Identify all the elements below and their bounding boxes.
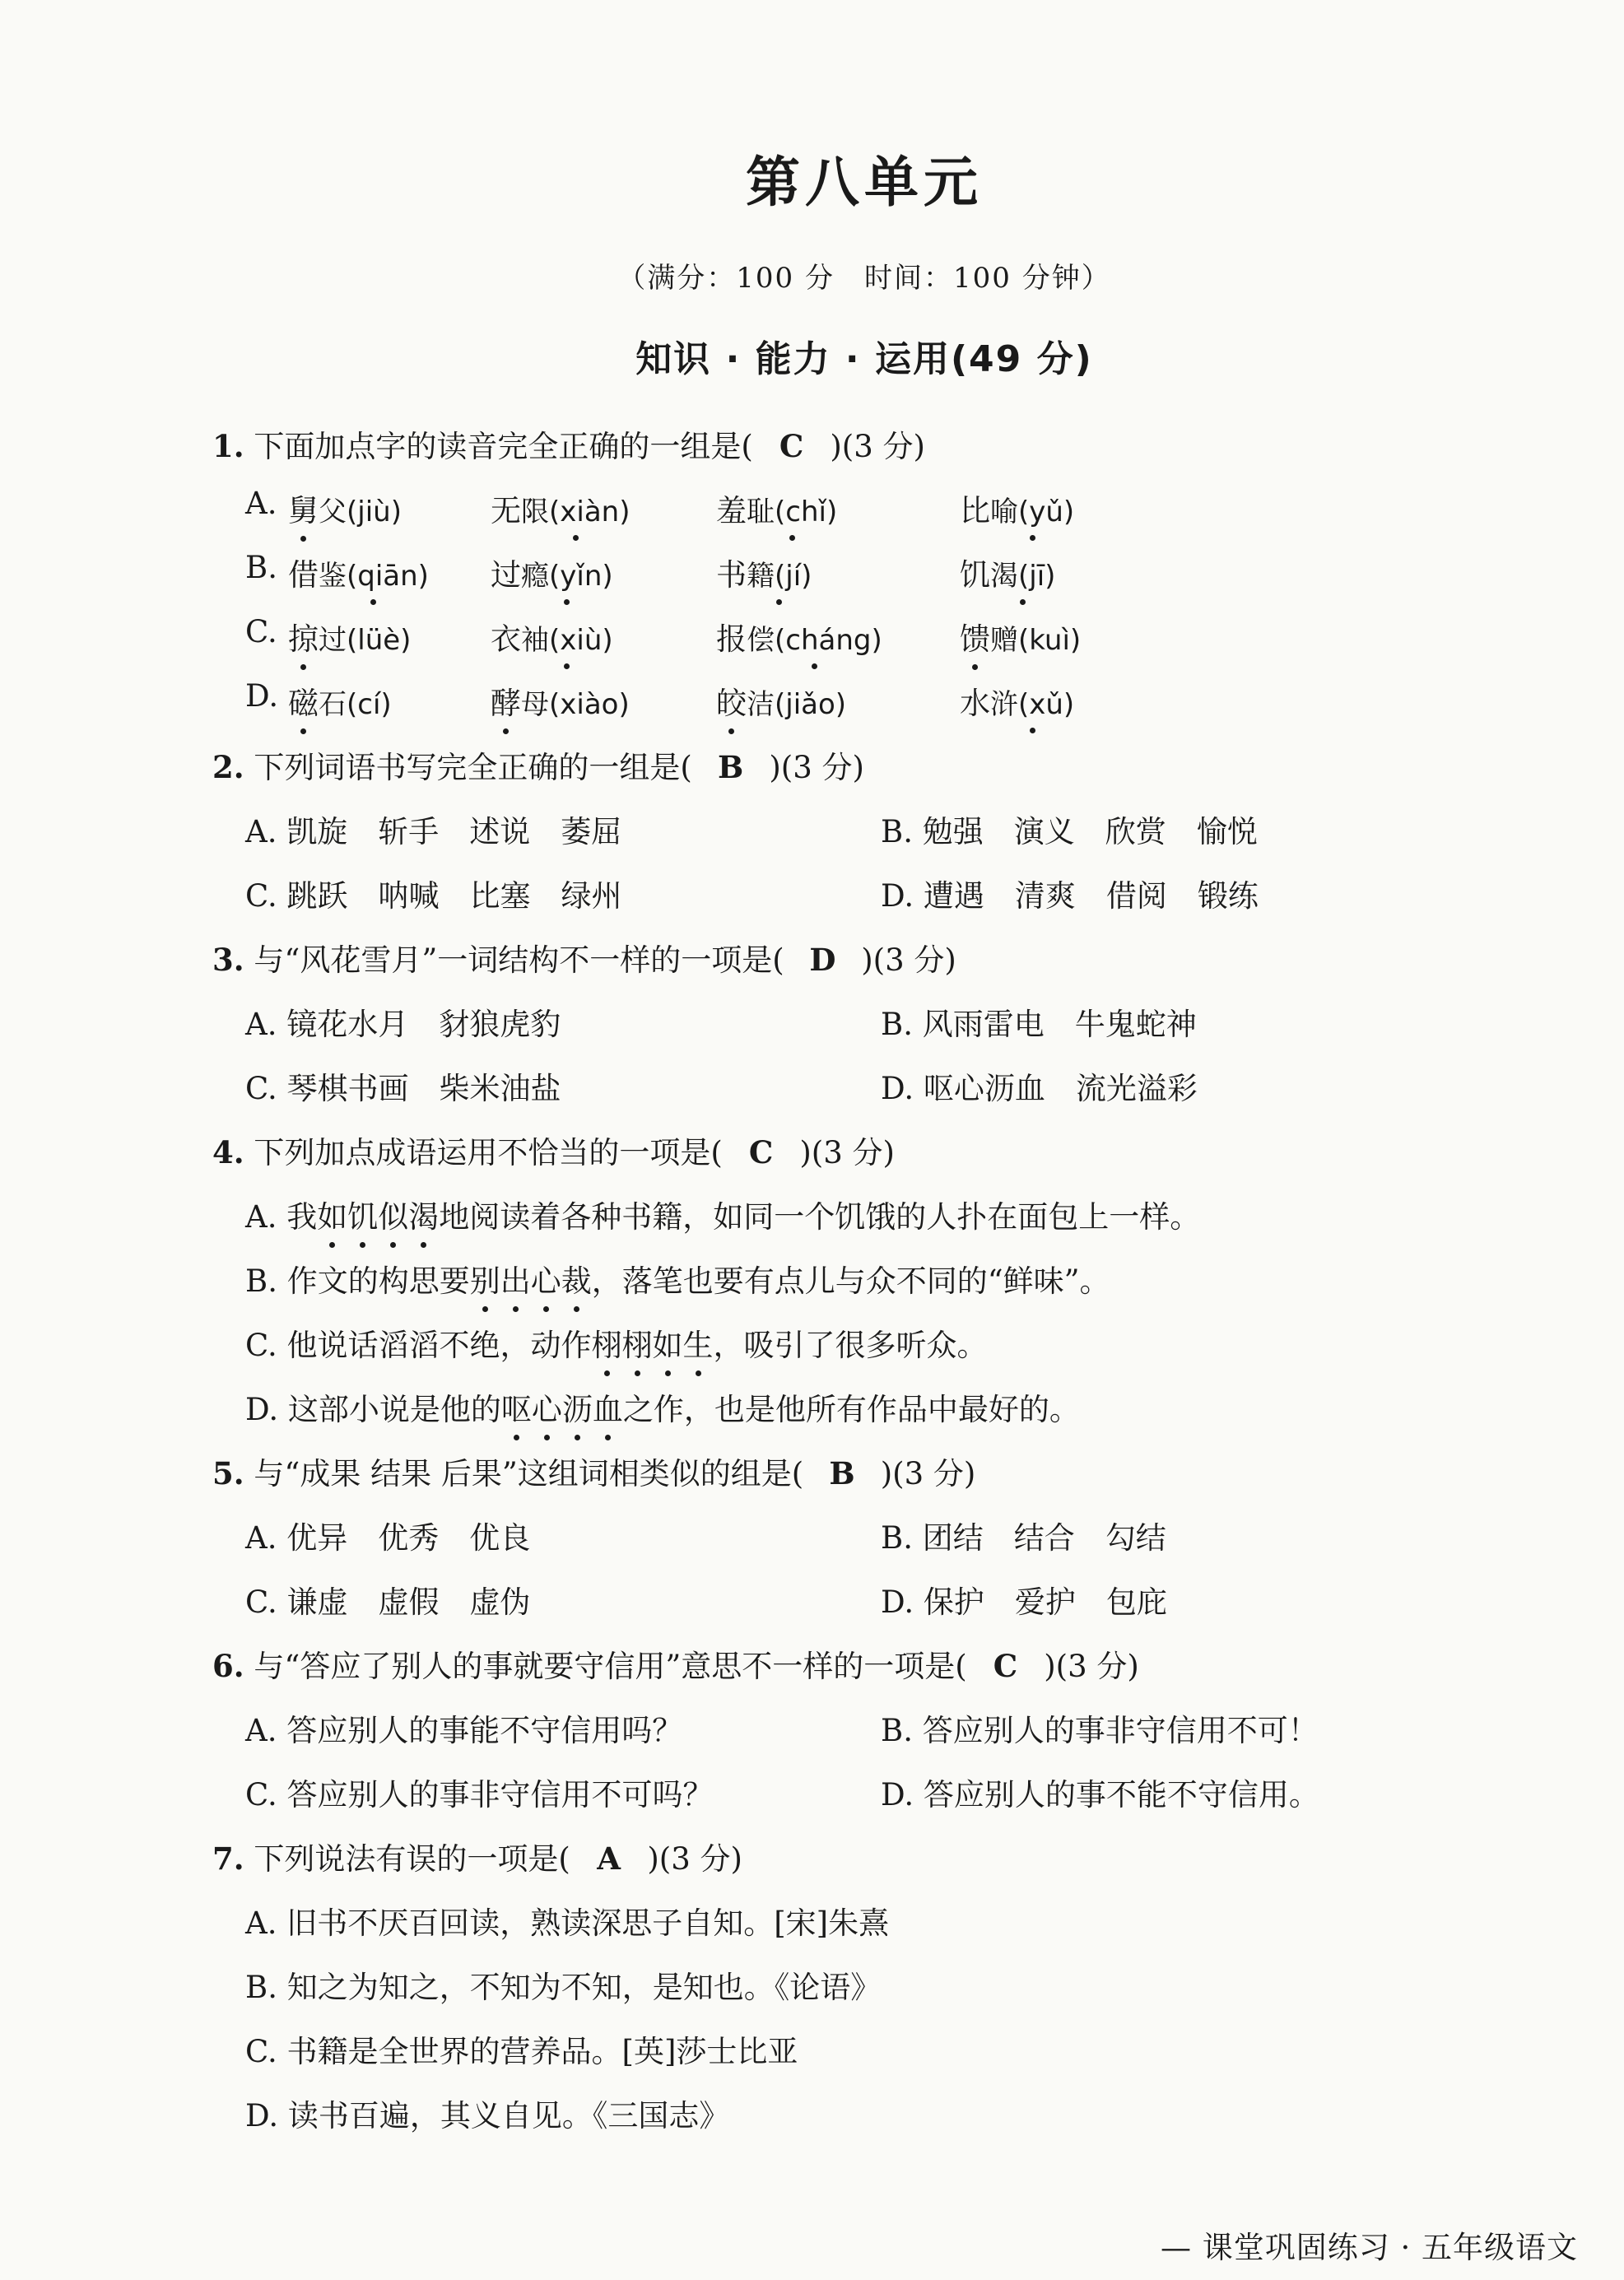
q5-option-b: B. 团结 结合 勾结 bbox=[881, 1520, 1166, 1556]
option-word bbox=[960, 678, 1074, 723]
plain-char: 借 bbox=[288, 557, 319, 593]
points: )(3 分) bbox=[647, 1841, 742, 1877]
dotted-pinyin-word: 渴(jī) bbox=[990, 553, 1055, 593]
dotted-char: 出 bbox=[500, 1256, 531, 1301]
q2-option-a: A. 凯旋 斩手 述说 萎屈 bbox=[245, 814, 622, 849]
question-4 bbox=[212, 1128, 895, 1172]
q6-option-a: A. 答应别人的事能不守信用吗？ bbox=[245, 1713, 683, 1748]
question-2 bbox=[212, 742, 864, 787]
answer: C bbox=[993, 1648, 1018, 1684]
question-6 bbox=[212, 1641, 1139, 1686]
q4-option-a bbox=[245, 1192, 1200, 1236]
pinyin-word: 石(cí) bbox=[319, 688, 392, 721]
dotted-pinyin-word: 偿(cháng) bbox=[747, 617, 882, 658]
q7-option-a: A. 旧书不厌百回读，熟读深思子自知。[宋]朱熹 bbox=[245, 1905, 890, 1941]
dotted-pinyin-word: 鉴(qiān) bbox=[319, 553, 429, 593]
dotted-pinyin-word: 浒(xǔ) bbox=[990, 682, 1074, 722]
dotted-pinyin-word: 耻(chǐ) bbox=[747, 489, 837, 529]
q7-option-c: C. 书籍是全世界的营养品。[英]莎士比亚 bbox=[245, 2034, 798, 2069]
answer: D bbox=[809, 942, 836, 978]
dotted-pinyin-word: 袖(xiù) bbox=[521, 617, 613, 658]
q6-option-b: B. 答应别人的事非守信用不可！ bbox=[881, 1713, 1319, 1748]
dotted-char: 舅 bbox=[288, 486, 319, 530]
q5-option-c: C. 谦虚 虚假 虚伪 bbox=[245, 1584, 531, 1620]
dotted-pinyin-word: 喻(yǔ) bbox=[990, 489, 1074, 529]
dotted-char: 栩 bbox=[592, 1320, 622, 1365]
dotted-char: 裁 bbox=[561, 1256, 592, 1301]
option-word bbox=[491, 486, 630, 530]
section-heading: 知识 · 能力 · 运用(49 分) bbox=[635, 338, 1093, 380]
option-letter: A. bbox=[245, 486, 277, 521]
dotted-idiom bbox=[470, 1263, 592, 1299]
dotted-pinyin-word: 瘾(yǐn) bbox=[521, 553, 613, 593]
option-word bbox=[288, 550, 429, 594]
plain-char: 饥 bbox=[960, 557, 990, 593]
points: )(3 分) bbox=[799, 1135, 895, 1170]
question-text: 下列词语书写完全正确的一组是( bbox=[254, 750, 692, 785]
dotted-char: 如 bbox=[317, 1192, 347, 1236]
question-3 bbox=[212, 935, 956, 979]
question-number: 5. bbox=[212, 1455, 244, 1491]
option-letter: C. bbox=[245, 614, 277, 649]
plain-char: 书 bbox=[716, 557, 747, 593]
question-text: 下面加点字的读音完全正确的一组是( bbox=[254, 429, 753, 464]
plain-char: 水 bbox=[960, 686, 990, 721]
option-text-pre: C. 他说话滔滔不绝，动作 bbox=[245, 1328, 592, 1363]
plain-char: 无 bbox=[491, 493, 521, 528]
answer: B bbox=[717, 749, 744, 785]
option-word bbox=[716, 486, 837, 530]
q3-option-d: D. 呕心沥血 流光溢彩 bbox=[881, 1071, 1198, 1106]
dotted-char: 掠 bbox=[288, 614, 319, 658]
option-word bbox=[288, 614, 411, 658]
answer: B bbox=[829, 1455, 855, 1491]
dotted-char: 饥 bbox=[347, 1192, 378, 1236]
q7-option-d: D. 读书百遍，其义自见。《三国志》 bbox=[245, 2098, 730, 2133]
points: )(3 分) bbox=[880, 1456, 976, 1491]
question-number: 3. bbox=[212, 942, 244, 978]
question-number: 2. bbox=[212, 749, 244, 785]
q5-option-a: A. 优异 优秀 优良 bbox=[245, 1520, 531, 1556]
answer: C bbox=[748, 1134, 774, 1170]
dotted-char: 心 bbox=[532, 1384, 562, 1429]
question-text: 与“答应了别人的事就要守信用”意思不一样的一项是( bbox=[254, 1649, 967, 1684]
dotted-char: 渴 bbox=[408, 1192, 439, 1236]
dotted-char: 似 bbox=[378, 1192, 408, 1236]
q3-option-b: B. 风雨雷电 牛鬼蛇神 bbox=[881, 1007, 1197, 1042]
option-word bbox=[960, 614, 1081, 658]
q6-option-d: D. 答应别人的事不能不守信用。 bbox=[881, 1777, 1319, 1812]
q4-option-c bbox=[245, 1320, 988, 1365]
option-word bbox=[716, 614, 882, 658]
option-word bbox=[960, 486, 1074, 530]
question-text: 下列说法有误的一项是( bbox=[254, 1841, 570, 1877]
question-1 bbox=[212, 421, 925, 466]
option-letter: B. bbox=[245, 550, 277, 585]
plain-char: 报 bbox=[716, 621, 747, 657]
option-text-pre: A. 我 bbox=[245, 1199, 318, 1235]
option-word bbox=[716, 550, 812, 594]
dotted-char: 沥 bbox=[562, 1384, 593, 1429]
question-number: 6. bbox=[212, 1648, 244, 1684]
option-word bbox=[491, 678, 630, 723]
points: )(3 分) bbox=[861, 942, 956, 978]
dotted-char: 馈 bbox=[960, 614, 990, 658]
dotted-char: 皎 bbox=[716, 678, 747, 723]
question-text: 与“风花雪月”一词结构不一样的一项是( bbox=[254, 942, 784, 978]
option-word bbox=[491, 550, 613, 594]
dotted-char: 酵 bbox=[491, 678, 521, 723]
q6-option-c: C. 答应别人的事非守信用不可吗？ bbox=[245, 1777, 714, 1812]
option-word bbox=[960, 550, 1055, 594]
pinyin-word: 洁(jiǎo) bbox=[747, 688, 847, 721]
question-7 bbox=[212, 1834, 742, 1878]
pinyin-word: 赠(kuì) bbox=[990, 624, 1082, 657]
option-text-post: ，落笔也要有点儿与众不同的“鲜味”。 bbox=[591, 1263, 1110, 1299]
question-number: 7. bbox=[212, 1840, 244, 1877]
dotted-char: 磁 bbox=[288, 678, 319, 723]
dotted-idiom bbox=[592, 1328, 714, 1363]
plain-char: 过 bbox=[491, 557, 521, 593]
q5-option-d: D. 保护 爱护 包庇 bbox=[881, 1584, 1167, 1620]
option-text-post: 地阅读着各种书籍，如同一个饥饿的人扑在面包上一样。 bbox=[439, 1199, 1201, 1235]
question-text: 下列加点成语运用不恰当的一项是( bbox=[254, 1135, 723, 1170]
dotted-char: 呕 bbox=[501, 1384, 532, 1429]
dotted-idiom bbox=[317, 1199, 439, 1235]
pinyin-word: 父(jiù) bbox=[319, 496, 402, 528]
answer: C bbox=[779, 428, 804, 464]
option-text-post: ，吸引了很多听众。 bbox=[713, 1328, 988, 1363]
q3-option-a: A. 镜花水月 豺狼虎豹 bbox=[245, 1007, 561, 1042]
option-text-post: 之作，也是他所有作品中最好的。 bbox=[622, 1392, 1080, 1427]
option-word bbox=[288, 678, 392, 723]
points: )(3 分) bbox=[769, 750, 864, 785]
option-word bbox=[491, 614, 613, 658]
points: )(3 分) bbox=[1044, 1649, 1139, 1684]
q4-option-b bbox=[245, 1256, 1110, 1301]
q7-option-b: B. 知之为知之，不知为不知，是知也。《论语》 bbox=[245, 1970, 882, 2005]
option-word bbox=[288, 486, 402, 530]
dotted-char: 栩 bbox=[622, 1320, 653, 1365]
dotted-char: 如 bbox=[653, 1320, 683, 1365]
dotted-char: 心 bbox=[531, 1256, 561, 1301]
q2-option-d: D. 遭遇 清爽 借阅 锻练 bbox=[881, 878, 1259, 914]
points: )(3 分) bbox=[830, 429, 925, 464]
unit-title: 第八单元 bbox=[746, 150, 983, 214]
plain-char: 羞 bbox=[716, 493, 747, 528]
plain-char: 衣 bbox=[491, 621, 521, 657]
score-time-line: （满分：100 分 时间：100 分钟） bbox=[617, 262, 1111, 295]
question-5 bbox=[212, 1449, 975, 1493]
dotted-pinyin-word: 限(xiàn) bbox=[521, 489, 630, 529]
q4-option-d bbox=[245, 1384, 1080, 1429]
option-text-pre: B. 作文的构思要 bbox=[245, 1263, 470, 1299]
question-text: 与“成果 结果 后果”这组词相类似的组是( bbox=[254, 1456, 804, 1491]
option-word bbox=[716, 678, 846, 723]
pinyin-word: 母(xiào) bbox=[521, 688, 630, 721]
dotted-idiom bbox=[501, 1392, 623, 1427]
question-number: 1. bbox=[212, 428, 244, 464]
page-footer: — 课堂巩固练习 · 五年级语文 bbox=[1161, 2230, 1579, 2265]
dotted-char: 别 bbox=[470, 1256, 500, 1301]
option-letter: D. bbox=[245, 678, 279, 714]
option-text-pre: D. 这部小说是他的 bbox=[245, 1392, 501, 1427]
q2-option-b: B. 勉强 演义 欣赏 愉悦 bbox=[881, 814, 1258, 849]
dotted-char: 血 bbox=[593, 1384, 623, 1429]
dotted-pinyin-word: 籍(jí) bbox=[747, 553, 812, 593]
plain-char: 比 bbox=[960, 493, 990, 528]
pinyin-word: 过(lüè) bbox=[319, 624, 412, 657]
q3-option-c: C. 琴棋书画 柴米油盐 bbox=[245, 1071, 561, 1106]
dotted-char: 生 bbox=[683, 1320, 714, 1365]
question-number: 4. bbox=[212, 1134, 244, 1170]
q2-option-c: C. 跳跃 呐喊 比塞 绿州 bbox=[245, 878, 622, 914]
answer: A bbox=[597, 1840, 621, 1877]
